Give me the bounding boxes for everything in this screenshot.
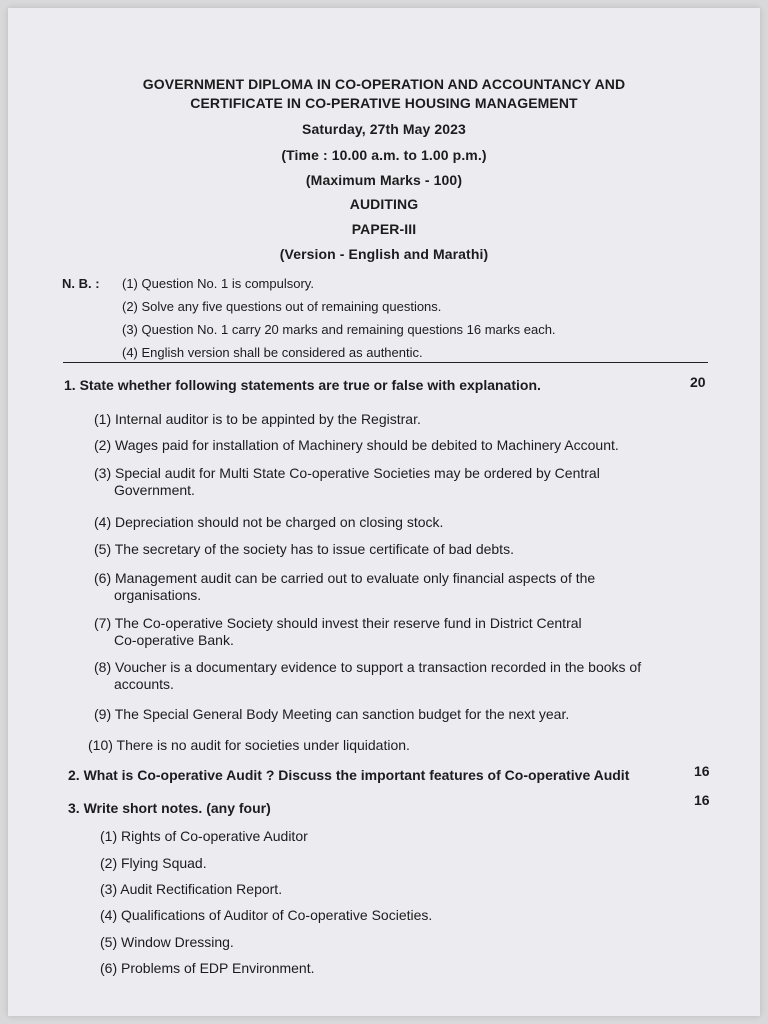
question-3: 3. Write short notes. (any four) bbox=[68, 800, 271, 816]
statement-item bbox=[94, 514, 443, 531]
statement-item bbox=[94, 570, 595, 604]
statement-text: (2) Wages paid for installation of Machinery should be debited to Machinery Account. bbox=[94, 437, 619, 453]
statement-item bbox=[94, 465, 600, 499]
short-note-item: (4) Qualifications of Auditor of Co-operative Societies. bbox=[100, 907, 433, 923]
nb-instruction: (4) English version shall be considered as authentic. bbox=[122, 345, 423, 360]
short-note-item: (5) Window Dressing. bbox=[100, 934, 234, 950]
divider-line bbox=[63, 362, 708, 363]
question-1: 1. State whether following statements are true or false with explanation. bbox=[64, 377, 541, 393]
statement-text: (3) Special audit for Multi State Co-operative Societies may be ordered by Central bbox=[94, 465, 600, 481]
statement-text: (7) The Co-operative Society should invest their reserve fund in District Central bbox=[94, 615, 582, 631]
statement-item bbox=[94, 706, 569, 723]
nb-instruction: (2) Solve any five questions out of remaining questions. bbox=[122, 299, 442, 314]
statement-continuation: organisations. bbox=[114, 587, 202, 603]
header-line-1: GOVERNMENT DIPLOMA IN CO-OPERATION AND ACCOUNTANCY AND bbox=[142, 76, 626, 92]
subject-title: AUDITING bbox=[349, 196, 419, 212]
question-1-marks: 20 bbox=[690, 374, 706, 390]
statement-item bbox=[94, 411, 421, 428]
nb-instruction: (1) Question No. 1 is compulsory. bbox=[122, 276, 314, 291]
exam-paper-page bbox=[8, 8, 760, 1016]
exam-time: (Time : 10.00 a.m. to 1.00 p.m.) bbox=[281, 147, 487, 163]
short-note-item: (1) Rights of Co-operative Auditor bbox=[100, 828, 308, 844]
statement-text: (1) Internal auditor is to be appinted by the Registrar. bbox=[94, 411, 421, 427]
statement-text: (8) Voucher is a documentary evidence to support a transaction recorded in the books of bbox=[94, 659, 642, 675]
statement-item bbox=[94, 659, 641, 693]
short-note-item: (2) Flying Squad. bbox=[100, 855, 207, 871]
question-2-marks: 16 bbox=[694, 763, 710, 779]
statement-text: (4) Depreciation should not be charged on closing stock. bbox=[94, 514, 444, 530]
short-note-item: (6) Problems of EDP Environment. bbox=[100, 960, 315, 976]
maximum-marks: (Maximum Marks - 100) bbox=[305, 172, 463, 188]
question-3-marks: 16 bbox=[694, 792, 710, 808]
statement-item bbox=[94, 615, 582, 649]
statement-item bbox=[94, 437, 619, 454]
statement-text: (10) There is no audit for societies under liquidation. bbox=[88, 737, 410, 753]
header-line-2: CERTIFICATE IN CO-PERATIVE HOUSING MANAGEMENT bbox=[190, 95, 578, 111]
statement-item bbox=[94, 541, 514, 558]
statement-text: (9) The Special General Body Meeting can sanction budget for the next year. bbox=[94, 706, 570, 722]
statement-continuation: accounts. bbox=[114, 676, 174, 692]
version-note: (Version - English and Marathi) bbox=[279, 246, 489, 262]
statement-continuation: Co-operative Bank. bbox=[114, 632, 234, 648]
statement-item bbox=[88, 737, 410, 754]
exam-date: Saturday, 27th May 2023 bbox=[302, 121, 466, 137]
nb-instruction: (3) Question No. 1 carry 20 marks and remaining questions 16 marks each. bbox=[122, 322, 556, 337]
paper-number: PAPER-III bbox=[351, 221, 417, 237]
short-note-item: (3) Audit Rectification Report. bbox=[100, 881, 283, 897]
statement-text: (6) Management audit can be carried out to evaluate only financial aspects of the bbox=[94, 570, 596, 586]
nb-label: N. B. : bbox=[62, 276, 100, 291]
statement-text: (5) The secretary of the society has to issue certificate of bad debts. bbox=[94, 541, 514, 557]
statement-continuation: Government. bbox=[114, 482, 195, 498]
question-2: 2. What is Co-operative Audit ? Discuss the important features of Co-operative Audit bbox=[68, 767, 630, 783]
